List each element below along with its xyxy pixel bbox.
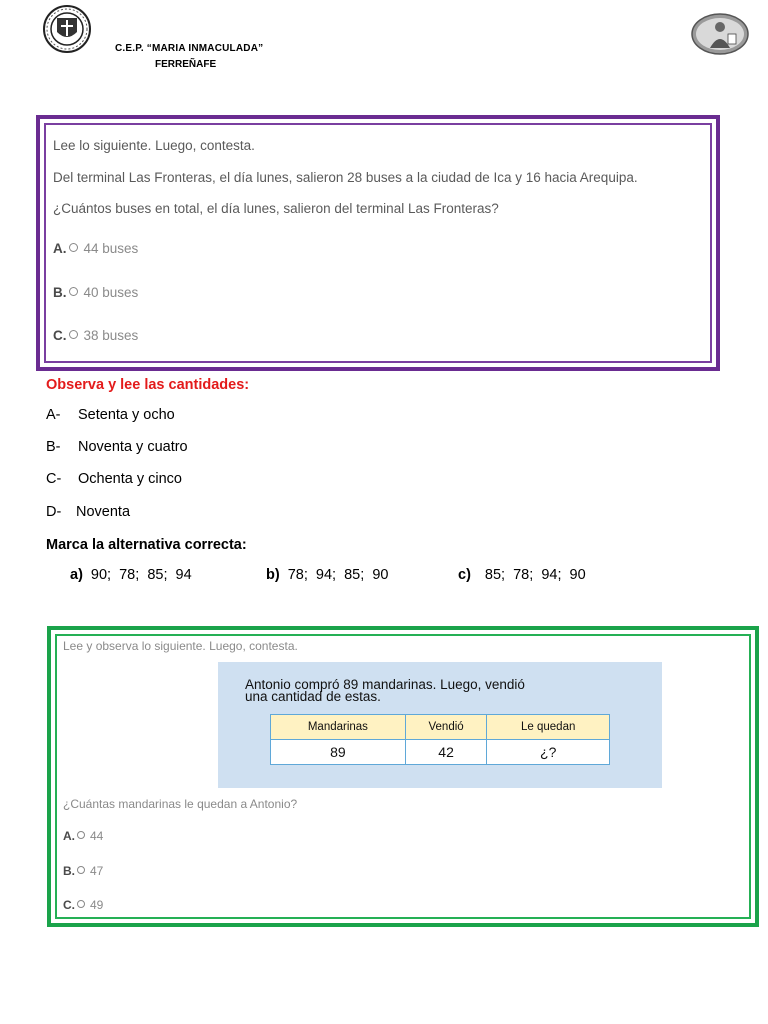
item-label: B- bbox=[46, 439, 61, 455]
option-letter: C. bbox=[63, 898, 75, 912]
radio-circle-icon[interactable] bbox=[77, 831, 85, 839]
item-text: Ochenta y cinco bbox=[78, 471, 182, 487]
option-letter: C. bbox=[53, 328, 67, 343]
option-text: 49 bbox=[90, 898, 104, 912]
option-letter: B. bbox=[63, 864, 75, 878]
answer-text: 78; 94; 85; 90 bbox=[287, 567, 389, 583]
exercise3-option-c[interactable] bbox=[63, 898, 103, 912]
exercise1-box bbox=[36, 115, 720, 371]
exercise1-statement: Del terminal Las Fronteras, el día lunes, salieron 28 buses a la ciudad de Ica y 16 hacia Arequipa. bbox=[53, 170, 638, 185]
radio-circle-icon[interactable] bbox=[69, 287, 78, 296]
exercise3-instruction: Lee y observa lo siguiente. Luego, contesta. bbox=[63, 639, 298, 653]
radio-circle-icon[interactable] bbox=[77, 900, 85, 908]
exercise2-instruction: Marca la alternativa correcta: bbox=[46, 537, 247, 553]
item-text: Noventa bbox=[76, 504, 131, 520]
item-text: Setenta y ocho bbox=[78, 407, 175, 423]
radio-circle-icon[interactable] bbox=[77, 866, 85, 874]
exercise1-instruction: Lee lo siguiente. Luego, contesta. bbox=[53, 138, 255, 153]
option-text: 40 buses bbox=[83, 285, 139, 300]
table-header-le-quedan: Le quedan bbox=[487, 715, 610, 740]
exercise1-inner-border bbox=[44, 123, 712, 363]
radio-circle-icon[interactable] bbox=[69, 330, 78, 339]
problem-line-2: una cantidad de estas. bbox=[245, 689, 381, 704]
answer-option-b[interactable] bbox=[266, 567, 388, 583]
problem-line-1: Antonio compró 89 mandarinas. Luego, vendió bbox=[245, 677, 525, 692]
quantity-item-c bbox=[46, 471, 182, 487]
item-label: A- bbox=[46, 407, 61, 423]
exercise1-option-a[interactable] bbox=[53, 241, 138, 256]
exercise3-option-a[interactable] bbox=[63, 829, 103, 843]
item-text: Noventa y cuatro bbox=[78, 439, 188, 455]
school-name: C.E.P. “MARIA INMACULADA” bbox=[115, 43, 264, 54]
answer-option-a[interactable] bbox=[70, 567, 192, 583]
exercise3-option-b[interactable] bbox=[63, 864, 103, 878]
option-text: 47 bbox=[90, 864, 104, 878]
item-label: D- bbox=[46, 504, 62, 520]
exercise1-option-c[interactable] bbox=[53, 328, 138, 343]
answer-label: b) bbox=[266, 567, 280, 583]
quantity-item-d bbox=[46, 504, 130, 520]
table-header-mandarinas: Mandarinas bbox=[271, 715, 406, 740]
exercise3-question: ¿Cuántas mandarinas le quedan a Antonio? bbox=[63, 797, 298, 811]
item-label: C- bbox=[46, 471, 62, 487]
table-cell-mandarinas: 89 bbox=[271, 740, 406, 765]
quantity-item-b bbox=[46, 439, 188, 455]
exercise1-option-b[interactable] bbox=[53, 285, 138, 300]
mandarins-table bbox=[270, 714, 610, 765]
option-text: 44 bbox=[90, 829, 104, 843]
option-text: 44 buses bbox=[83, 241, 139, 256]
table-row bbox=[271, 740, 610, 765]
saint-portrait-icon bbox=[690, 12, 750, 56]
answer-label: a) bbox=[70, 567, 83, 583]
answer-text: 90; 78; 85; 94 bbox=[90, 567, 192, 583]
table-cell-le-quedan: ¿? bbox=[487, 740, 610, 765]
exercise2-title: Observa y lee las cantidades: bbox=[46, 377, 250, 393]
school-crest-icon bbox=[40, 4, 94, 54]
option-letter: A. bbox=[63, 829, 75, 843]
option-letter: B. bbox=[53, 285, 67, 300]
answer-text: 85; 78; 94; 90 bbox=[484, 567, 586, 583]
table-cell-vendio: 42 bbox=[405, 740, 487, 765]
radio-circle-icon[interactable] bbox=[69, 243, 78, 252]
option-text: 38 buses bbox=[83, 328, 139, 343]
quantity-item-a bbox=[46, 407, 175, 423]
table-header-vendio: Vendió bbox=[405, 715, 487, 740]
answer-option-c[interactable] bbox=[458, 567, 586, 583]
exercise1-question: ¿Cuántos buses en total, el día lunes, salieron del terminal Las Fronteras? bbox=[53, 201, 499, 216]
answer-label: c) bbox=[458, 567, 471, 583]
school-city: FERREÑAFE bbox=[155, 59, 217, 70]
option-letter: A. bbox=[53, 241, 67, 256]
table-header-row bbox=[271, 715, 610, 740]
